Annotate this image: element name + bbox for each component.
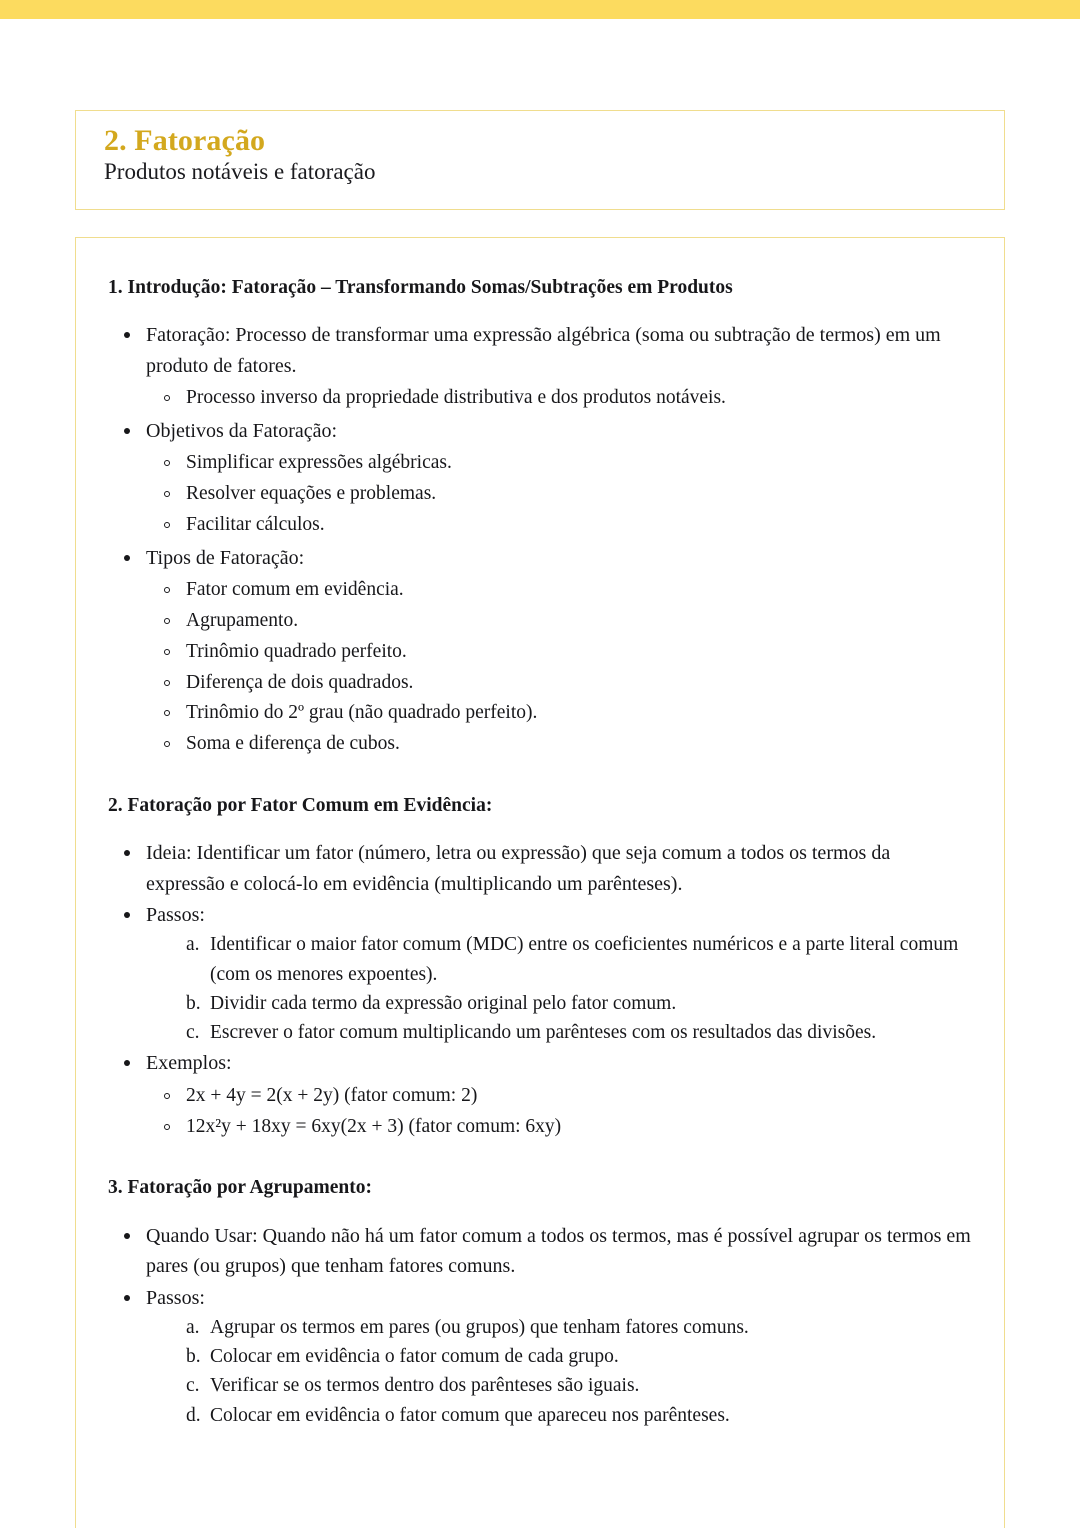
bullet-circle-icon bbox=[164, 649, 170, 655]
sub-bullet-list bbox=[146, 575, 974, 760]
ordered-step-list bbox=[146, 930, 974, 1047]
sub-list-item-label: Fator comum em evidência. bbox=[186, 579, 404, 601]
bullet-list bbox=[108, 838, 974, 1142]
bullet-disc-icon bbox=[124, 1060, 130, 1066]
top-accent-band bbox=[0, 0, 1080, 19]
list-item-label: Ideia: Identificar um fator (número, letra ou expressão) que seja comum a todos os termos da expressão e colocá-lo em evidência (multiplicando um parênteses). bbox=[146, 842, 891, 895]
step-label: Colocar em evidência o fator comum que apareceu nos parênteses. bbox=[210, 1404, 730, 1426]
step-marker: b. bbox=[186, 1346, 201, 1368]
bullet-circle-icon bbox=[164, 618, 170, 624]
list-item bbox=[108, 1221, 974, 1282]
bullet-disc-icon bbox=[124, 332, 130, 338]
step-label: Colocar em evidência o fator comum de cada grupo. bbox=[210, 1346, 619, 1368]
step-label: Agrupar os termos em pares (ou grupos) que tenham fatores comuns. bbox=[210, 1316, 749, 1338]
formula-text: 2x + 4y = 2(x + 2y) (fator comum: 2) bbox=[186, 1084, 478, 1106]
section-2 bbox=[108, 794, 974, 1143]
sub-list-item bbox=[146, 606, 974, 637]
document-content-card bbox=[75, 237, 1005, 1528]
bullet-circle-icon bbox=[164, 491, 170, 497]
bullet-circle-icon bbox=[164, 1124, 170, 1130]
bullet-circle-icon bbox=[164, 460, 170, 466]
step-label: Escrever o fator comum multiplicando um parênteses com os resultados das divisões. bbox=[210, 1022, 877, 1044]
sub-list-item bbox=[146, 448, 974, 479]
sub-list-item-label: Trinômio quadrado perfeito. bbox=[186, 640, 407, 662]
list-item bbox=[108, 838, 974, 899]
list-item bbox=[108, 1048, 974, 1142]
sub-list-item-label: Resolver equações e problemas. bbox=[186, 483, 437, 505]
step-item bbox=[146, 1018, 974, 1047]
step-marker: b. bbox=[186, 992, 201, 1014]
bullet-circle-icon bbox=[164, 1093, 170, 1099]
step-item bbox=[146, 1371, 974, 1400]
sub-bullet-list bbox=[146, 1081, 974, 1143]
bullet-list bbox=[108, 320, 974, 760]
step-marker: c. bbox=[186, 1022, 200, 1044]
sub-bullet-list bbox=[146, 448, 974, 540]
sub-list-item bbox=[146, 698, 974, 729]
step-item bbox=[146, 1401, 974, 1430]
bullet-circle-icon bbox=[164, 522, 170, 528]
step-marker: a. bbox=[186, 1316, 200, 1338]
step-item bbox=[146, 1342, 974, 1371]
sub-list-item-label: Facilitar cálculos. bbox=[186, 513, 325, 535]
sub-bullet-list bbox=[146, 383, 974, 414]
page-title: 2. Fatoração bbox=[104, 124, 266, 157]
bullet-disc-icon bbox=[124, 1233, 130, 1239]
list-item bbox=[108, 320, 974, 414]
step-item bbox=[146, 930, 974, 989]
list-item-label: Fatoração: Processo de transformar uma expressão algébrica (soma ou subtração de termos) em um produto de fatores. bbox=[146, 324, 941, 377]
sub-list-item bbox=[146, 1112, 974, 1143]
bullet-circle-icon bbox=[164, 395, 170, 401]
section-heading: 1. Introdução: Fatoração – Transformando Somas/Subtrações em Produtos bbox=[108, 277, 733, 298]
sub-list-item bbox=[146, 383, 974, 414]
page-subtitle: Produtos notáveis e fatoração bbox=[104, 159, 376, 185]
list-item-label: Passos: bbox=[146, 904, 205, 927]
sub-list-item-label: Processo inverso da propriedade distributiva e dos produtos notáveis. bbox=[186, 387, 726, 409]
section-3 bbox=[108, 1176, 974, 1430]
sub-list-item-label: Simplificar expressões algébricas. bbox=[186, 452, 452, 474]
step-label: Verificar se os termos dentro dos parênteses são iguais. bbox=[210, 1375, 640, 1397]
sub-list-item-label: Agrupamento. bbox=[186, 609, 299, 631]
sub-list-item-label: Soma e diferença de cubos. bbox=[186, 733, 400, 755]
bullet-circle-icon bbox=[164, 680, 170, 686]
list-item bbox=[108, 416, 974, 541]
step-label: Identificar o maior fator comum (MDC) entre os coeficientes numéricos e a parte literal comum (com os menores expoentes). bbox=[210, 934, 959, 985]
list-item-label: Passos: bbox=[146, 1286, 205, 1309]
list-item bbox=[108, 1283, 974, 1430]
list-item bbox=[108, 543, 974, 760]
list-item-label: Tipos de Fatoração: bbox=[146, 546, 305, 569]
sub-list-item bbox=[146, 637, 974, 668]
bullet-circle-icon bbox=[164, 741, 170, 747]
sub-list-item bbox=[146, 479, 974, 510]
document-header-card bbox=[75, 110, 1005, 210]
bullet-disc-icon bbox=[124, 555, 130, 561]
step-marker: c. bbox=[186, 1375, 200, 1397]
formula-text: 12x²y + 18xy = 6xy(2x + 3) (fator comum: 6xy) bbox=[186, 1115, 562, 1137]
section-1 bbox=[108, 276, 974, 760]
sub-list-item-label: Diferença de dois quadrados. bbox=[186, 671, 414, 693]
step-item bbox=[146, 989, 974, 1018]
step-marker: a. bbox=[186, 934, 200, 956]
list-item-label: Quando Usar: Quando não há um fator comum a todos os termos, mas é possível agrupar os termos em pares (ou grupos) que tenham fatores comuns. bbox=[146, 1224, 971, 1278]
section-heading: 2. Fatoração por Fator Comum em Evidência: bbox=[108, 794, 493, 816]
bullet-disc-icon bbox=[124, 1295, 130, 1301]
list-item-label: Objetivos da Fatoração: bbox=[146, 419, 338, 442]
sub-list-item bbox=[146, 729, 974, 760]
sub-list-item bbox=[146, 668, 974, 699]
step-marker: d. bbox=[186, 1404, 201, 1426]
step-item bbox=[146, 1313, 974, 1342]
bullet-list bbox=[108, 1221, 974, 1430]
list-item-label: Exemplos: bbox=[146, 1052, 232, 1075]
bullet-disc-icon bbox=[124, 912, 130, 918]
bullet-disc-icon bbox=[124, 850, 130, 856]
sub-list-item bbox=[146, 575, 974, 606]
list-item bbox=[108, 900, 974, 1047]
sub-list-item bbox=[146, 1081, 974, 1112]
ordered-step-list bbox=[146, 1313, 974, 1430]
sub-list-item bbox=[146, 510, 974, 541]
bullet-circle-icon bbox=[164, 587, 170, 593]
sub-list-item-label: Trinômio do 2º grau (não quadrado perfeito). bbox=[186, 702, 538, 724]
bullet-circle-icon bbox=[164, 710, 170, 716]
section-heading: 3. Fatoração por Agrupamento: bbox=[108, 1177, 372, 1199]
bullet-disc-icon bbox=[124, 428, 130, 434]
step-label: Dividir cada termo da expressão original pelo fator comum. bbox=[210, 992, 677, 1014]
